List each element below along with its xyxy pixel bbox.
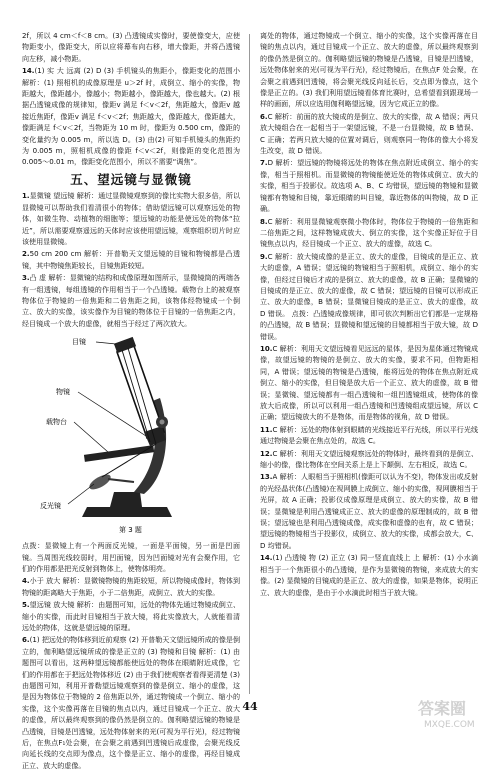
item-text: (1) 把远处的物体移到近前观察 (2) 开普勒天文望远镜所成的像是倒立的，伽利略望远镜所成的像是正立的 (3) 物镜和目镜 解析：(1) 由题图可以看出，这两种望远镜都能使远处的物体在眼睛附近成像，它们的作用都在于把远处物体移近 (2) 由于我们使观察者看得更清楚 (3) 由题图可知，利用开普勒望远镜观察到的像是倒立、缩小的虚像，这是因为物体位于物镜的 2 倍焦距以外，通过物镜成一个倒立、缩小的实像，这个实像再落在目镜的焦点以内，通过目镜成一个正立、放大的虚像，所以最终观察到的像仍然是倒立的。伽利略望远镜的物镜是凸透镜，目镜是凹透镜，远处物体射来的光(可视为平行光)，经过物镜后，在焦点F₁处会聚，在会聚之前遇到凹透镜后成虚像，会聚光线反向延长线的交点即为像点，这个像是正立、缩小的虚像，再经目镜成正立、放大的虚像。 <box>22 635 240 770</box>
label-stage: 载物台 <box>46 418 67 427</box>
columns <box>22 30 478 772</box>
microscope-diagram <box>22 332 240 537</box>
paragraph: 2f，所以 4 cm＜f＜8 cm。(3) 凸透镜成实像时，要使像变大，应使物距变小，像距变大，所以应将幕布向右移，增大像距，并将凸透镜向左移，减小物距。 <box>22 31 240 63</box>
watermark-text: 答案圈 <box>418 699 467 718</box>
answer-item <box>260 157 478 214</box>
column-divider <box>249 34 250 694</box>
answer-item <box>22 65 240 168</box>
answer-item <box>260 216 478 250</box>
item-number: 12. <box>260 448 273 458</box>
answer-item <box>260 552 478 598</box>
answer-item <box>260 448 478 471</box>
item-number: 5. <box>22 600 30 610</box>
section-title: 五、望远镜与显微镜 <box>70 171 192 187</box>
answer-item <box>260 424 478 447</box>
item-number: 14. <box>22 66 35 76</box>
answer-item <box>22 248 240 271</box>
item-number: 14. <box>260 553 273 563</box>
figure-caption: 第 3 题 <box>119 526 142 535</box>
paragraph: 离处的物体，通过物镜成一个倒立、缩小的实像，这个实像再落在目镜的焦点以内，通过目镜成一个正立、放大的虚像，所以最终观察到的像仍然是倒立的。伽利略望远镜的物镜是凸透镜，目镜是凹透镜，远处物体射来的光(可视为平行光)，经过物镜后，在焦点F 处会聚，在会聚之前遇到凹透镜，将会聚光线反向延长后，交点即为像点，这个像是正立的。(3) 我们利用望远镜看体育比赛时，总希望看到跟现场一样的画面，所以应选用伽利略望远镜，因为它成正立的像。 <box>260 31 478 109</box>
label-objective: 物镜 <box>56 388 70 397</box>
answer-item <box>22 575 240 598</box>
item-text: 显微镜 望远镜 解析：通过显微镜观察到的像比实物大很多倍，所以显微镜可以帮助我们看清很小的物体；借助望远镜可以观察远处的物体，如微生物、动植物的细胞等；望远镜的功能是使远处的物体“拉近”，所以需要观察遥远的天体时应该使用望远镜，观察组织切片时应该使用显微镜。 <box>22 191 240 246</box>
answer-item <box>22 190 240 247</box>
answer-item <box>260 111 478 157</box>
answer-item <box>22 599 240 633</box>
label-mirror: 反光镜 <box>40 502 61 511</box>
item-number: 7. <box>260 158 268 168</box>
item-text: C 解析：放大镜成像的是正立、放大的虚像，目镜成的是正立、放大的虚像，A 错误；望远镜的物镜相当于照相机，成倒立、缩小的实像，但经过目镜后才成的是倒立、放大的虚像，故 B 正确；显微镜的目镜成的是正立、放大的虚像，故 C 错误；望远镜的目镜可以形成正立、放大的虚像，B 错误；显微镜目镜成的是正立、放大的虚像，故 D 错误。 点拨：凸透镜成像规律，即可依次判断出它们都是一定规格的凸透镜，故 B 错误；显微镜和望远镜的目镜都相当于放大镜，故 D 错误。 <box>260 251 478 341</box>
label-eyepiece: 目镜 <box>72 338 86 347</box>
answer-item <box>22 540 240 574</box>
item-text: 小于 放大 解析：显微镜物镜的焦距较短，所以物镜成像时，物体到物镜的距离略大于焦距，小于二倍焦距，成倒立、放大的实像。 <box>22 576 240 597</box>
item-number: 6. <box>22 635 30 645</box>
item-text: C 解析：前面的放大镜成的是倒立、放大的实像，故 A 错误；两只放大镜组合在一起相当于一架望远镜，不是一台显微镜，故 B 错误、C 正确；若两只放大镜的位置对调后，则观察同一物体的像大小将发生改变，故 D 错误。 <box>260 111 478 156</box>
item-number: 2. <box>22 249 30 259</box>
watermark-logo <box>416 696 490 730</box>
watermark-subtext: MXQE.COM <box>424 720 475 730</box>
item-number: 4. <box>22 576 30 586</box>
item-text: A 解析：人眼相当于照相机(像距可以认为不变)，物体发出或反射的光经晶状体(凸透镜)在视网膜上成倒立、缩小的实像，视网膜相当于光屏，故 A 正确；投影仪成像原理是成倒立、放大的实像，故 B 错误；显微镜是利用凸透镜成正立、放大的虚像的原理制成的，故 B 错误；望远镜也是利用凸透镜成像，成实像和虚像的也有，故 C 错误；望远镜的物镜相当于投影仪，成倒立、放大的实像，成都会放大，C、D 均错误。 <box>260 472 478 550</box>
item-text: 望远镜 放大镜 解析：由题图可知，远处的物体先通过物镜成倒立、缩小的实像，而此时目镜相当于放大镜，将此实像放大，人就能看清远处的物体，这就是望远镜的原理。 <box>22 600 240 632</box>
item-text: C 解析：利用天文望远镜观察远处的物体时，最终看到的是倒立、缩小的像，像比物体在空间关系上是上下颠倒、左右相反，故选 C。 <box>260 448 478 470</box>
item-number: 6. <box>260 111 268 121</box>
item-text: (1) 凸透镜 物 (2) 正立 (3) 同一竖直直线上 上 解析：(1) 小水滴相当于一个焦距很小的凸透镜，是作为显微镜的物镜，来成放大的实像。(2) 显微镜的目镜成的是正立、放大的虚像，如果是物体，说明正立、放大的虚像，是由于小水滴此时相当于放大镜。 <box>260 553 478 597</box>
answer-item <box>260 471 478 551</box>
item-text: 50 cm 200 cm 解析：开普勒天文望远镜的目镜和物镜都是凸透镜，其中物镜焦距较长，目镜焦距较短。 <box>22 249 240 270</box>
answer-item <box>260 343 478 423</box>
item-number: 11. <box>260 424 273 434</box>
right-column <box>260 30 478 772</box>
item-number: 13. <box>260 472 273 482</box>
item-text: C 解析：利用天文望远镜看见远远的星体，是因为星体通过物镜成像，故望远镜的物镜的是倒立、放大的实像，要求不同，但物距相同，A 错误；望远镜的物镜是凸透镜，能将远处的物体在焦点附近成倒立、缩小的实像，但目镜是放大后一个正立、放大的虚像，故 B 错误；显微镜、望远镜都有一组凸透镜和一组凹透镜组成，使物体的像放大后成像，所以可以利用一组凸透镜和凹透镜组成望远镜，所以 C 正确；望远镜放大的不是物体，而是物体的视角，故 D 错误。 <box>260 343 478 422</box>
item-text: D 解析：望远镜的物镜将远处的物体在焦点附近成倒立、缩小的实像，相当于照相机。而显微镜的物镜能使近处的物体成倒立、放大的实像，相当于投影仪。故选项 A、B、C 均错误，望远镜的物镜和显微镜都有物镜和目镜，靠近眼睛的叫目镜，靠近物体的叫物镜，故 D 正确。 <box>260 158 478 214</box>
item-text: 点拨：显微镜上有一个两面反光镜，一面是平面镜，另一面是凹面镜。当周围光线较弱时，用凹面镜，因为凹面镜对光有会聚作用，它们的作用都是把光反射到物体上，使物体明亮。 <box>22 541 240 573</box>
microscope-figure <box>22 332 240 537</box>
item-number: 8. <box>260 216 268 226</box>
item-number: 1. <box>22 191 30 201</box>
microscope-mirror <box>87 472 113 493</box>
item-text: C 解析：利用显微镜观察微小物体时，物体位于物镜的一倍焦距和二倍焦距之间，这样物镜成放大、倒立的实像，这个实像正好位于目镜焦点以内，经目镜成一个正立、放大的虚像，故选 C。 <box>260 216 478 249</box>
microscope-base <box>82 492 172 517</box>
answer-item <box>22 272 240 329</box>
left-column <box>22 30 240 772</box>
item-text: 凸 虚 解析：显微镜的结构和成像原理如图所示，显微镜筒的两端各有一组透镜，每组透镜的作用相当于一个凸透镜。载物台上的被观察物体位于物镜的一倍焦距和二倍焦距之间，该物体经物镜成一个倒立、放大的实像，该实像作为目镜的物体位于目镜的一倍焦距之内，经目镜成一个放大的虚像，就相当于经过了两次放大。 <box>22 273 240 328</box>
microscope-stage <box>84 445 154 462</box>
page-number: 44 <box>242 700 258 713</box>
item-number: 3. <box>22 273 30 283</box>
item-text: (1) 实 大 远离 (2) D (3) 手机镜头的焦距小，像距变化的范围小 解析：(1) 照相机的成像原理是 u＞2f 时，成倒立、缩小的实像，物距越大，像距越小，像越小；物距越小，像距越大，像也越大。(2) 根据凸透镜成像的规律知，像距v 满足 f＜v＜2f，焦距越大，像距v 越接近焦距f，像距v 满足 f＜v＜2f；焦距越大，像距越大，像距越大，像距满足 f＜v＜2f，当物距为 10 m 时，像距为 0.500 cm，像距的变化量约为 0.005 m，所以选 D。(3) 由(2) 可知手机镜头的焦距约为 0.005 m，照相机成像的像距 f＜v＜2f，则像距的变化范围为 0.005～0.01 m，像距变化范围小，所以不需要“调焦”。 <box>22 66 240 167</box>
answer-item <box>260 251 478 342</box>
item-number: 9. <box>260 251 268 261</box>
item-number: 10. <box>260 343 273 353</box>
item-text: C 解析：远处的物体射到眼睛的光线接近平行光线，所以平行光线通过物镜是会聚在焦点处的，故选 C。 <box>260 424 478 446</box>
